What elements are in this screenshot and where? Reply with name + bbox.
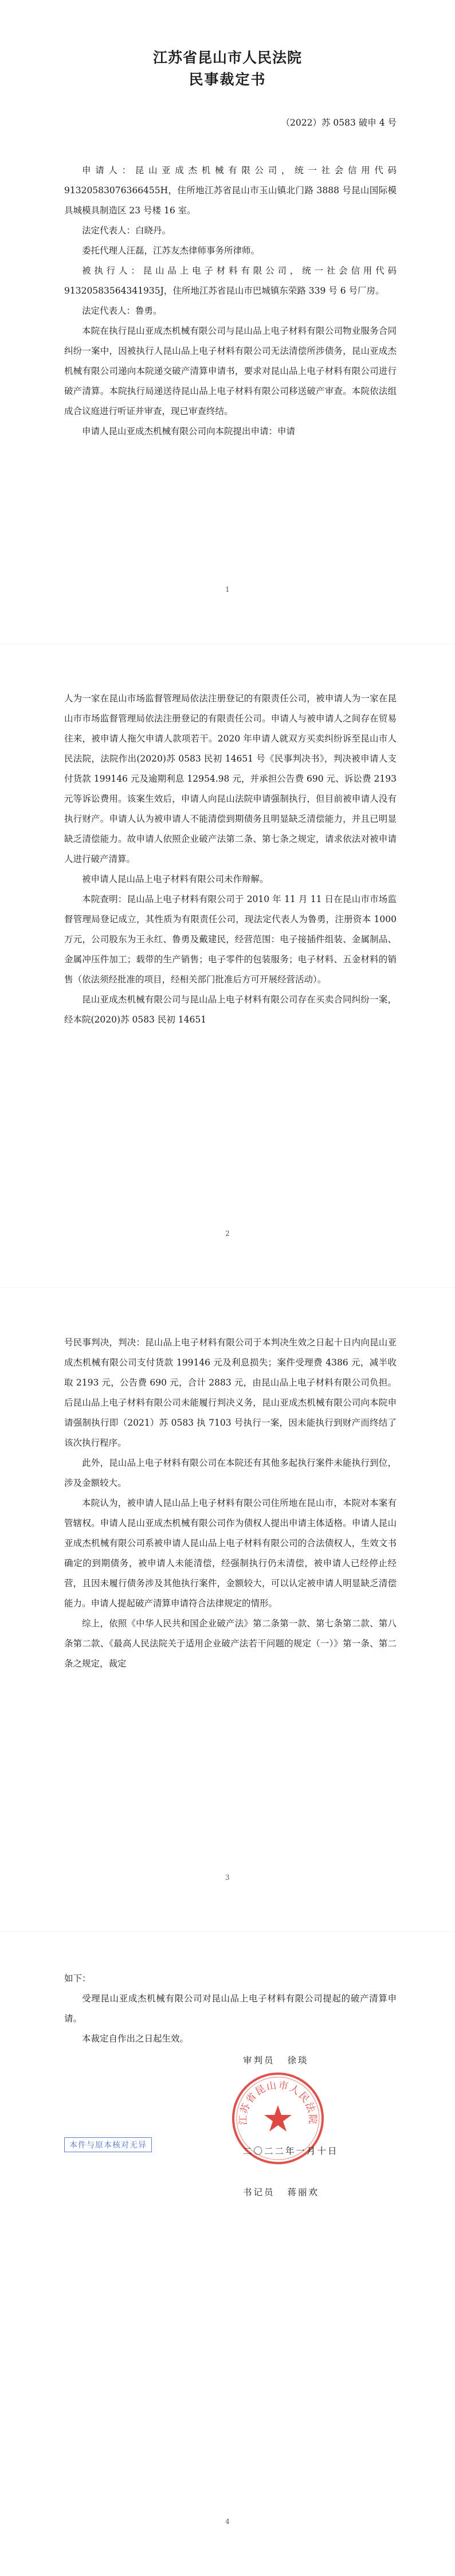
- page-2-body: [64, 689, 397, 1030]
- clerk-label: 书记员: [243, 2187, 275, 2198]
- applicant-agent: 委托代理人汪磊，江苏友杰律师事务所律师。: [82, 245, 260, 256]
- judge-name: 徐琰: [287, 2055, 309, 2066]
- applicant-claim-continued: 人为一家在昆山市场监督管理局依法注册登记的有限责任公司，被申请人为一家在昆山市市场监督管理局依法注册登记的有限责任公司。申请人与被申请人之间存在贸易往来，被申请人拖欠申请人款项若干。2020 年申请人就双方买卖纠纷诉至昆山市人民法院，法院作出(2020)苏 0583 民初 14651 号《民事判决书》，判决被申请人支付货款 199146 元及逾期利息 12954.98 元，并承担公告费 690 元、诉讼费 2193 元等诉讼费用。该案生效后，申请人向昆山法院申请强制执行，但目前被申请人没有执行财产。申请人认为被申请人不能清偿到期债务且明显缺乏清偿能力，并且已明显缺乏清偿能力。故申请人依照企业破产法第二条、第七条之规定，请求依法对被申请人进行破产清算。: [64, 693, 397, 864]
- respondent-no-defense: 被申请人昆山品上电子材料有限公司未作辩解。: [82, 874, 269, 884]
- respondent-paragraph: 被执行人：昆山品上电子材料有限公司，统一社会信用代码 91320583564341935J，住所地江苏省昆山市巴城镇东荣路 339 号 6 号厂房。: [64, 266, 397, 296]
- page-number: 4: [225, 2518, 230, 2526]
- ruling-accept: 受理昆山亚成杰机械有限公司对昆山品上电子材料有限公司提起的破产清算申请。: [64, 1993, 397, 2024]
- ruling-effective: 本裁定自作出之日起生效。: [82, 2034, 189, 2044]
- verification-stamp: 本件与原本核对无异: [64, 2137, 152, 2152]
- signature-area: [0, 2047, 455, 2288]
- other-enforcement-cases: 此外，昆山品上电子材料有限公司在本院还有其他多起执行案件未能执行到位，涉及金额较大。: [64, 1458, 397, 1488]
- page-3: [0, 1288, 455, 1932]
- facts-found: 本院查明：昆山品上电子材料有限公司于 2010 年 11 月 11 日在昆山市市场监督管理局登记成立，其性质为有限责任公司，现法定代表人为鲁勇，注册资本 1000 万元，公司股东为王永红、鲁勇及戴建民，经营范围：电子接插件组装、金属制品、金属冲压件加工；载带的生产销售；电子零件的包装服务；电子材料、五金材料的销售（依法须经批准的项目，经相关部门批准后方可开展经营活动）。: [64, 894, 397, 985]
- title-block: [0, 47, 455, 91]
- page-number: 2: [225, 1230, 230, 1238]
- page-1: [0, 0, 455, 644]
- applicant-legal-rep: 法定代表人：白晓丹。: [82, 225, 171, 236]
- applicant-claim-start: 申请人昆山亚成杰机械有限公司向本院提出申请：申请: [82, 426, 296, 436]
- court-reasoning: 本院认为，被申请人昆山品上电子材料有限公司住所地在昆山市，本院对本案有管辖权。申请人昆山亚成杰机械有限公司作为债权人提出申请主体适格。申请人昆山亚成杰机械有限公司系被申请人昆山品上电子材料有限公司的合法债权人，生效文书确定的到期债务，被申请人未能清偿，经强制执行仍未清偿，被申请人已经停止经营，且因未履行债务涉及其他执行案件，金额较大，可以认定被申请人明显缺乏清偿能力。申请人提起破产清算申请符合法律规定的情形。: [64, 1498, 397, 1609]
- ruling-date: 二〇二二年一月十日: [243, 2146, 339, 2156]
- applicant-paragraph: 申请人：昆山亚成杰机械有限公司，统一社会信用代码 91320583076366455H，住所地江苏省昆山市玉山镇北门路 3888 号昆山国际模具城模具制造区 23 号楼 16 室。: [64, 165, 397, 216]
- legal-basis: 综上，依照《中华人民共和国企业破产法》第二条第一款、第七条第二款、第八条第二款、《最高人民法院关于适用企业破产法若干问题的规定（一）》第一条、第二条之规定，裁定: [64, 1618, 397, 1669]
- judge-line: [243, 2054, 316, 2066]
- ruling-lead: 如下：: [64, 1973, 91, 1984]
- respondent-legal-rep: 法定代表人：鲁勇。: [82, 306, 162, 316]
- case-number: （2022）苏 0583 破申 4 号: [281, 118, 397, 128]
- case-background: 本院在执行昆山亚成杰机械有限公司与昆山品上电子材料有限公司物业服务合同纠纷一案中，因被执行人昆山品上电子材料有限公司无法清偿所涉债务，昆山亚成杰机械有限公司递向本院递交破产清算申请书，要求对昆山品上电子材料有限公司进行破产清算。本院执行局递送待昆山品上电子材料有限公司移送破产审查。本院依法组成合议庭进行听证并审查，现已审查终结。: [64, 326, 397, 416]
- page-number: 1: [225, 586, 230, 594]
- prior-judgment-start: 昆山亚成杰机械有限公司与昆山品上电子材料有限公司存在买卖合同纠纷一案，经本院(2020)苏 0583 民初 14651: [64, 994, 397, 1025]
- clerk-line: [243, 2185, 327, 2198]
- document-type: 民事裁定书: [189, 71, 266, 88]
- page-4-body: [64, 1969, 397, 2049]
- page-2: [0, 644, 455, 1288]
- page-number: 3: [225, 1874, 230, 1882]
- page-1-body: [64, 161, 397, 442]
- seal-text: 江苏省昆山市人民法院: [237, 2079, 319, 2125]
- court-name: 江苏省昆山市人民法院: [152, 49, 302, 66]
- page-3-body: [64, 1333, 397, 1674]
- page-4: [0, 1932, 455, 2576]
- judge-label: 审判员: [243, 2055, 275, 2066]
- clerk-name: 蒋丽欢: [287, 2187, 319, 2198]
- prior-judgment-continued: 号民事判决，判决：昆山品上电子材料有限公司于本判决生效之日起十日内向昆山亚成杰机械有限公司支付货款 199146 元及利息损失；案件受理费 4386 元，减半收取 2193 元，公告费 690 元，合计 2883 元，由昆山品上电子材料有限公司负担。后昆山品上电子材料有限公司未能履行判决义务，昆山亚成杰机械有限公司向本院申请强制执行即（2021）苏 0583 执 7103 号执行一案，因未能执行到财产而终结了该次执行程序。: [64, 1337, 397, 1448]
